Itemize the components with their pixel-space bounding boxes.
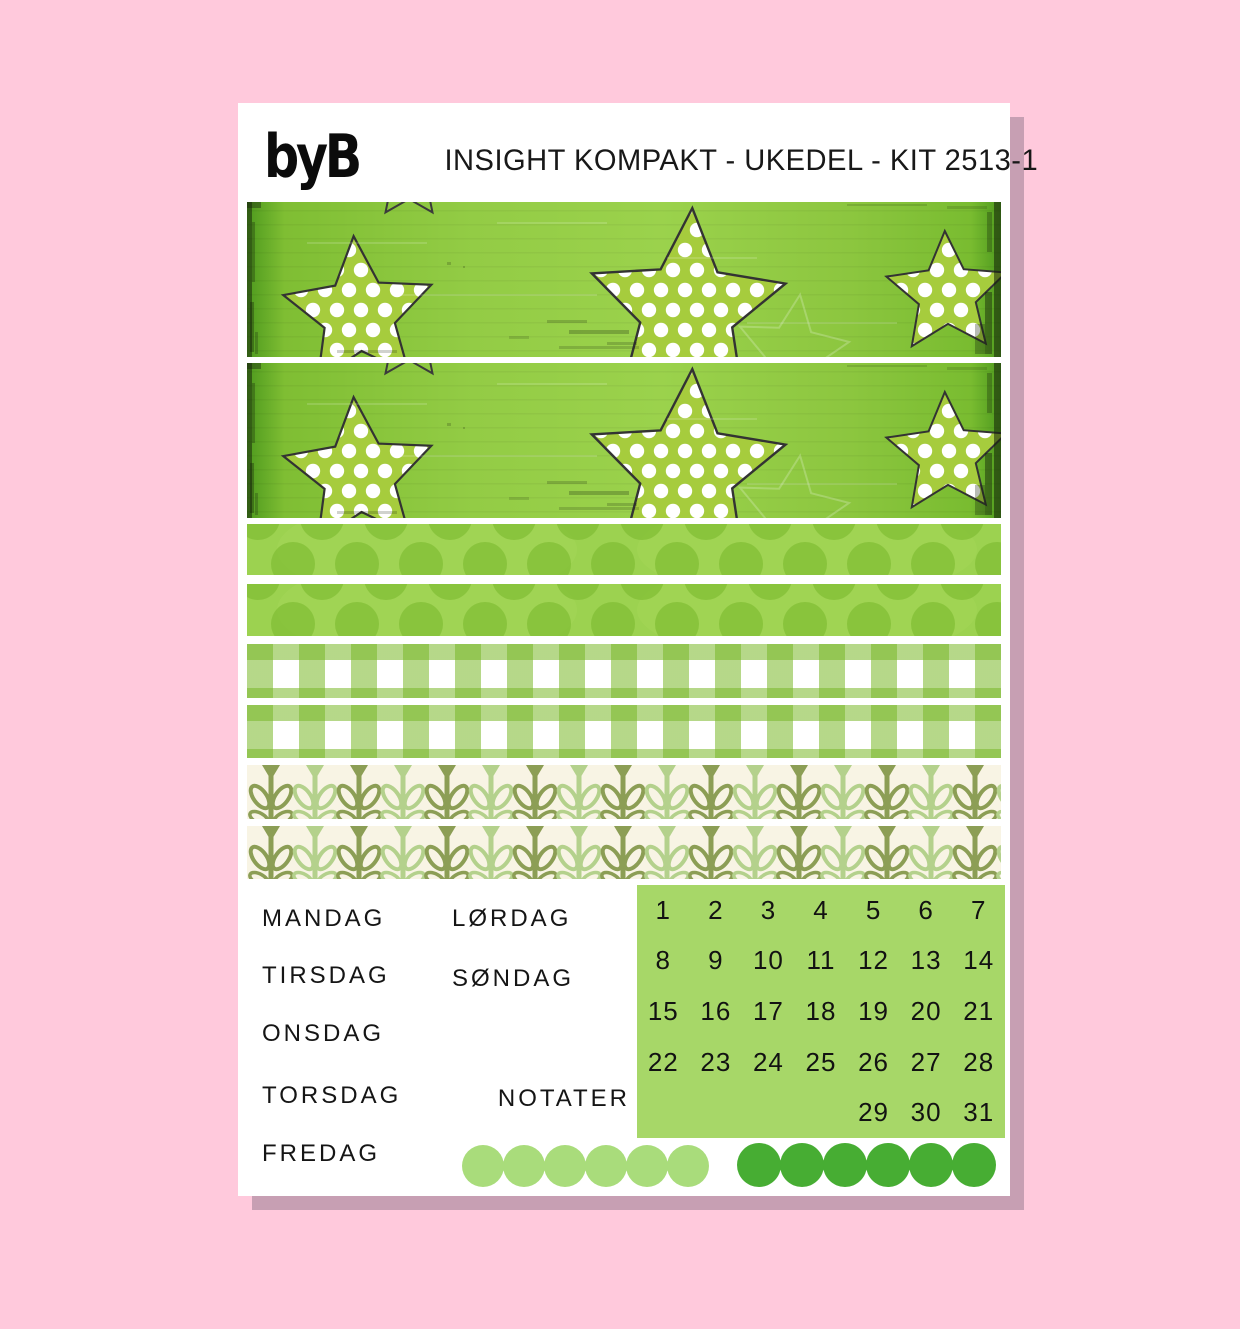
date-number bbox=[637, 1087, 690, 1138]
dot-sticker bbox=[737, 1143, 781, 1187]
date-number: 22 bbox=[647, 1046, 679, 1077]
dot-stickers-dark bbox=[737, 1143, 995, 1187]
day-label-lordag: LØRDAG bbox=[452, 905, 572, 932]
date-number: 4 bbox=[813, 894, 829, 925]
date-number: 21 bbox=[963, 995, 995, 1026]
date-number: 6 bbox=[918, 894, 934, 925]
kit-title: INSIGHT KOMPAKT - UKEDEL - KIT 2513-1 bbox=[444, 144, 1039, 177]
date-number: 13 bbox=[910, 945, 942, 976]
date-number: 15 bbox=[647, 995, 679, 1026]
sticker-sheet-card bbox=[238, 103, 1039, 1196]
date-number: 2 bbox=[708, 894, 724, 925]
date-number: 20 bbox=[910, 995, 942, 1026]
washi-strip-dots-1 bbox=[247, 524, 1001, 575]
date-number: 5 bbox=[865, 894, 882, 925]
dot-sticker bbox=[585, 1145, 627, 1187]
date-number: 17 bbox=[752, 995, 784, 1026]
washi-strip-stars-1 bbox=[247, 202, 1001, 357]
dot-stickers-light bbox=[462, 1145, 708, 1187]
date-number: 12 bbox=[858, 945, 890, 976]
date-number: 8 bbox=[655, 945, 672, 976]
date-number: 24 bbox=[752, 1046, 784, 1077]
date-number: 23 bbox=[700, 1046, 732, 1077]
washi-strip-sprouts-1 bbox=[247, 765, 1001, 819]
dot-sticker bbox=[952, 1143, 996, 1187]
date-number: 29 bbox=[858, 1097, 890, 1128]
date-number bbox=[690, 1087, 743, 1138]
date-number: 26 bbox=[858, 1046, 890, 1077]
date-number: 27 bbox=[910, 1046, 942, 1077]
dot-sticker bbox=[823, 1143, 867, 1187]
dot-sticker bbox=[909, 1143, 953, 1187]
date-number: 3 bbox=[760, 894, 777, 925]
date-number: 30 bbox=[910, 1097, 942, 1128]
dot-sticker bbox=[626, 1145, 668, 1187]
date-number: 19 bbox=[858, 995, 890, 1026]
date-number: 10 bbox=[752, 945, 784, 976]
dot-sticker bbox=[667, 1145, 709, 1187]
date-number: 18 bbox=[805, 995, 837, 1026]
date-number bbox=[795, 1087, 848, 1138]
washi-strip-gingham-2 bbox=[247, 705, 1001, 758]
date-number: 1 bbox=[655, 894, 672, 925]
date-number: 14 bbox=[963, 945, 995, 976]
date-number bbox=[742, 1087, 795, 1138]
brand-logo: byB bbox=[264, 122, 359, 192]
day-label-fredag: FREDAG bbox=[262, 1140, 381, 1167]
day-label-onsdag: ONSDAG bbox=[262, 1020, 385, 1047]
washi-strip-dots-2 bbox=[247, 584, 1001, 636]
day-label-torsdag: TORSDAG bbox=[262, 1082, 402, 1109]
day-label-sondag: SØNDAG bbox=[452, 965, 575, 992]
date-number: 16 bbox=[700, 995, 732, 1026]
dot-sticker bbox=[780, 1143, 824, 1187]
dot-sticker bbox=[503, 1145, 545, 1187]
dot-sticker bbox=[544, 1145, 586, 1187]
day-label-tirsdag: TIRSDAG bbox=[262, 962, 390, 989]
dot-sticker bbox=[462, 1145, 504, 1187]
date-number: 28 bbox=[963, 1046, 995, 1077]
date-number: 7 bbox=[970, 894, 987, 925]
washi-strip-stars-2 bbox=[247, 363, 1001, 518]
day-label-mandag: MANDAG bbox=[262, 905, 386, 932]
date-number: 31 bbox=[963, 1097, 995, 1128]
date-number: 25 bbox=[805, 1046, 837, 1077]
washi-strip-sprouts-2 bbox=[247, 826, 1001, 879]
washi-strip-gingham-1 bbox=[247, 644, 1001, 698]
date-number: 9 bbox=[708, 945, 724, 976]
date-number-grid bbox=[637, 885, 1005, 1138]
date-number: 11 bbox=[806, 945, 836, 976]
notes-label: NOTATER bbox=[497, 1085, 630, 1112]
dot-sticker bbox=[866, 1143, 910, 1187]
